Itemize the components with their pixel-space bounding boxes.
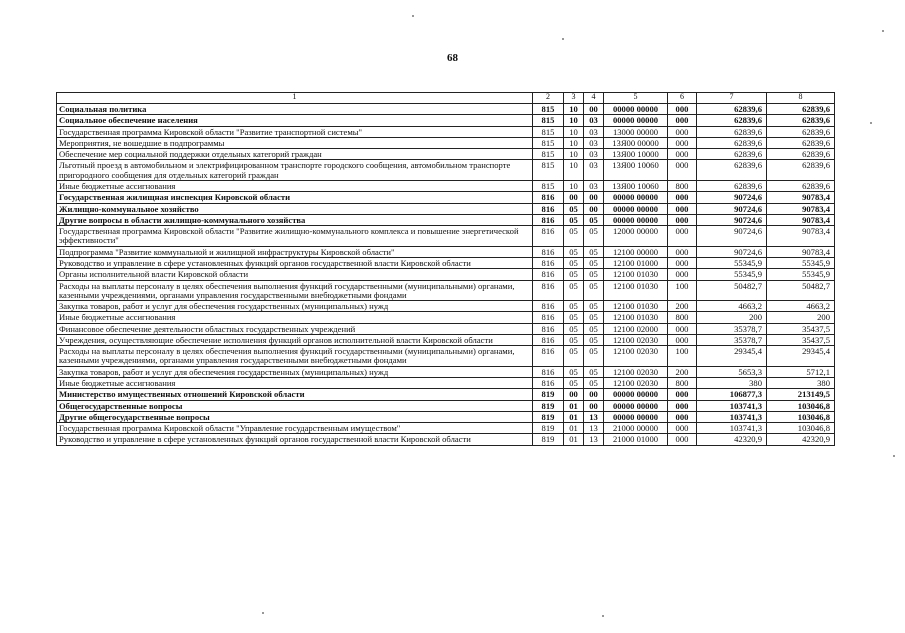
cell-name: Министерство имущественных отношений Кировской области	[57, 389, 533, 400]
cell-code-2: 815	[533, 126, 564, 137]
cell-amount-7: 103741,3	[697, 411, 767, 422]
cell-code-3: 05	[564, 269, 584, 280]
cell-code-4: 05	[584, 366, 604, 377]
cell-code-5: 12100 02030	[604, 346, 668, 367]
cell-code-6: 000	[668, 126, 697, 137]
scan-speck	[882, 30, 884, 32]
cell-amount-7: 62839,6	[697, 104, 767, 115]
cell-amount-7: 380	[697, 378, 767, 389]
table-row	[57, 389, 835, 400]
cell-name: Закупка товаров, работ и услуг для обеспечения государственных (муниципальных) нужд	[57, 366, 533, 377]
cell-code-3: 05	[564, 226, 584, 247]
cell-code-6: 000	[668, 115, 697, 126]
cell-name: Мероприятия, не вошедшие в подпрограммы	[57, 137, 533, 148]
cell-code-3: 05	[564, 323, 584, 334]
cell-code-2: 815	[533, 180, 564, 191]
cell-code-4: 03	[584, 149, 604, 160]
cell-code-5: 13000 00000	[604, 126, 668, 137]
table-row	[57, 366, 835, 377]
cell-name: Органы исполнительной власти Кировской области	[57, 269, 533, 280]
cell-code-3: 05	[564, 378, 584, 389]
scan-speck	[262, 612, 264, 614]
cell-code-4: 05	[584, 246, 604, 257]
cell-name: Обеспечение мер социальной поддержки отдельных категорий граждан	[57, 149, 533, 160]
column-header: 2	[533, 93, 564, 104]
cell-code-6: 000	[668, 334, 697, 345]
cell-code-4: 00	[584, 192, 604, 203]
table-row	[57, 104, 835, 115]
table-row	[57, 269, 835, 280]
cell-code-5: 12100 02030	[604, 366, 668, 377]
cell-code-6: 000	[668, 269, 697, 280]
scan-speck	[602, 615, 604, 617]
cell-code-3: 01	[564, 423, 584, 434]
cell-code-4: 03	[584, 180, 604, 191]
page-number: 68	[447, 52, 458, 64]
cell-code-3: 05	[564, 312, 584, 323]
cell-amount-7: 103741,3	[697, 423, 767, 434]
cell-code-5: 12100 02000	[604, 323, 668, 334]
table-row	[57, 226, 835, 247]
cell-name: Государственная программа Кировской области "Развитие транспортной системы"	[57, 126, 533, 137]
column-header: 1	[57, 93, 533, 104]
cell-code-5: 00000 00000	[604, 389, 668, 400]
cell-code-2: 816	[533, 203, 564, 214]
cell-code-4: 05	[584, 334, 604, 345]
cell-code-4: 00	[584, 389, 604, 400]
cell-code-5: 00000 00000	[604, 214, 668, 225]
table-row	[57, 378, 835, 389]
cell-code-3: 10	[564, 104, 584, 115]
cell-code-2: 815	[533, 115, 564, 126]
cell-code-2: 816	[533, 378, 564, 389]
cell-amount-8: 62839,6	[767, 137, 835, 148]
table-row	[57, 423, 835, 434]
table-row	[57, 280, 835, 301]
cell-code-6: 100	[668, 346, 697, 367]
cell-amount-8: 62839,6	[767, 149, 835, 160]
cell-code-3: 10	[564, 115, 584, 126]
cell-name: Социальное обеспечение населения	[57, 115, 533, 126]
budget-table	[56, 92, 835, 446]
cell-amount-7: 55345,9	[697, 257, 767, 268]
column-header: 4	[584, 93, 604, 104]
cell-code-6: 000	[668, 400, 697, 411]
table-row	[57, 312, 835, 323]
cell-code-4: 03	[584, 126, 604, 137]
cell-code-6: 000	[668, 246, 697, 257]
cell-name: Расходы на выплаты персоналу в целях обеспечения выполнения функций государственными (муниципальными) органами, казенными учреждениями, органами управления государственными внебюджетными фондами	[57, 280, 533, 301]
cell-amount-7: 55345,9	[697, 269, 767, 280]
cell-amount-8: 62839,6	[767, 160, 835, 181]
cell-code-5: 12100 01030	[604, 301, 668, 312]
cell-code-4: 05	[584, 301, 604, 312]
cell-code-6: 000	[668, 160, 697, 181]
table-row	[57, 434, 835, 445]
cell-name: Льготный проезд в автомобильном и электрифицированном транспорте городского сообщения, автомобильном транспорте пригородного сообщения для отдельных категорий граждан	[57, 160, 533, 181]
cell-code-2: 816	[533, 323, 564, 334]
cell-name: Жилищно-коммунальное хозяйство	[57, 203, 533, 214]
table-row	[57, 160, 835, 181]
cell-name: Финансовое обеспечение деятельности областных государственных учреждений	[57, 323, 533, 334]
cell-amount-7: 35378,7	[697, 334, 767, 345]
cell-amount-7: 62839,6	[697, 137, 767, 148]
cell-code-4: 00	[584, 400, 604, 411]
cell-amount-8: 90783,4	[767, 226, 835, 247]
cell-code-5: 00000 00000	[604, 411, 668, 422]
table-row	[57, 257, 835, 268]
cell-amount-8: 55345,9	[767, 269, 835, 280]
cell-code-6: 000	[668, 137, 697, 148]
cell-amount-8: 42320,9	[767, 434, 835, 445]
cell-amount-7: 50482,7	[697, 280, 767, 301]
cell-code-5: 12100 01000	[604, 257, 668, 268]
cell-name: Государственная программа Кировской области "Управление государственным имуществом"	[57, 423, 533, 434]
column-header: 8	[767, 93, 835, 104]
scan-speck	[870, 122, 872, 124]
cell-name: Подпрограмма "Развитие коммунальной и жилищной инфраструктуры Кировской области"	[57, 246, 533, 257]
cell-code-2: 816	[533, 257, 564, 268]
cell-amount-8: 213149,5	[767, 389, 835, 400]
cell-amount-8: 29345,4	[767, 346, 835, 367]
table-row	[57, 400, 835, 411]
cell-name: Иные бюджетные ассигнования	[57, 312, 533, 323]
cell-code-6: 000	[668, 226, 697, 247]
table-row	[57, 323, 835, 334]
cell-code-4: 05	[584, 214, 604, 225]
table-row	[57, 137, 835, 148]
cell-code-5: 12100 02030	[604, 334, 668, 345]
cell-code-4: 05	[584, 378, 604, 389]
cell-code-2: 816	[533, 269, 564, 280]
cell-amount-7: 62839,6	[697, 160, 767, 181]
cell-code-5: 00000 00000	[604, 400, 668, 411]
cell-code-5: 13Я00 10000	[604, 149, 668, 160]
cell-code-5: 21000 01000	[604, 434, 668, 445]
cell-code-2: 816	[533, 246, 564, 257]
cell-amount-7: 35378,7	[697, 323, 767, 334]
cell-amount-7: 4663,2	[697, 301, 767, 312]
cell-code-6: 200	[668, 301, 697, 312]
table-row	[57, 192, 835, 203]
cell-code-2: 819	[533, 411, 564, 422]
cell-amount-8: 55345,9	[767, 257, 835, 268]
cell-code-4: 05	[584, 269, 604, 280]
table-row	[57, 334, 835, 345]
cell-amount-8: 103046,8	[767, 400, 835, 411]
cell-code-4: 03	[584, 115, 604, 126]
cell-code-6: 000	[668, 423, 697, 434]
cell-code-2: 815	[533, 137, 564, 148]
cell-code-4: 13	[584, 423, 604, 434]
cell-code-6: 000	[668, 104, 697, 115]
cell-code-5: 12100 00000	[604, 246, 668, 257]
cell-amount-8: 103046,8	[767, 423, 835, 434]
column-header: 3	[564, 93, 584, 104]
cell-amount-8: 380	[767, 378, 835, 389]
cell-code-5: 13Я00 10060	[604, 180, 668, 191]
cell-code-5: 12100 02030	[604, 378, 668, 389]
table-body	[57, 104, 835, 446]
cell-code-2: 816	[533, 301, 564, 312]
cell-code-6: 000	[668, 149, 697, 160]
cell-code-3: 01	[564, 400, 584, 411]
cell-code-4: 13	[584, 411, 604, 422]
cell-code-3: 05	[564, 346, 584, 367]
scan-speck	[562, 38, 564, 40]
cell-code-6: 000	[668, 203, 697, 214]
cell-code-4: 03	[584, 160, 604, 181]
cell-code-5: 13Я00 00000	[604, 137, 668, 148]
cell-code-5: 00000 00000	[604, 104, 668, 115]
cell-amount-8: 90783,4	[767, 246, 835, 257]
cell-amount-7: 29345,4	[697, 346, 767, 367]
cell-code-6: 000	[668, 257, 697, 268]
cell-name: Расходы на выплаты персоналу в целях обеспечения выполнения функций государственными (муниципальными) органами, казенными учреждениями, органами управления государственными внебюджетными фондами	[57, 346, 533, 367]
table-row	[57, 301, 835, 312]
cell-amount-7: 103741,3	[697, 400, 767, 411]
cell-amount-8: 62839,6	[767, 104, 835, 115]
cell-code-3: 01	[564, 434, 584, 445]
cell-code-2: 819	[533, 434, 564, 445]
cell-amount-8: 103046,8	[767, 411, 835, 422]
table-row	[57, 180, 835, 191]
cell-amount-7: 90724,6	[697, 226, 767, 247]
cell-code-3: 10	[564, 126, 584, 137]
cell-code-5: 21000 00000	[604, 423, 668, 434]
cell-amount-8: 50482,7	[767, 280, 835, 301]
cell-code-6: 800	[668, 378, 697, 389]
cell-code-4: 05	[584, 346, 604, 367]
cell-code-3: 10	[564, 137, 584, 148]
cell-code-5: 00000 00000	[604, 115, 668, 126]
cell-code-4: 00	[584, 203, 604, 214]
cell-amount-7: 42320,9	[697, 434, 767, 445]
cell-code-5: 00000 00000	[604, 192, 668, 203]
cell-code-3: 05	[564, 301, 584, 312]
cell-code-6: 000	[668, 323, 697, 334]
cell-amount-8: 4663,2	[767, 301, 835, 312]
cell-code-6: 000	[668, 411, 697, 422]
table-row	[57, 115, 835, 126]
cell-amount-7: 106877,3	[697, 389, 767, 400]
cell-code-5: 12100 01030	[604, 269, 668, 280]
cell-amount-8: 90783,4	[767, 214, 835, 225]
cell-amount-7: 200	[697, 312, 767, 323]
cell-amount-7: 62839,6	[697, 126, 767, 137]
column-header: 5	[604, 93, 668, 104]
cell-code-6: 100	[668, 280, 697, 301]
cell-code-2: 819	[533, 423, 564, 434]
cell-code-2: 816	[533, 312, 564, 323]
cell-code-5: 12000 00000	[604, 226, 668, 247]
cell-code-2: 815	[533, 104, 564, 115]
table-row	[57, 246, 835, 257]
cell-code-4: 00	[584, 104, 604, 115]
cell-amount-8: 62839,6	[767, 180, 835, 191]
budget-table-container	[56, 92, 835, 446]
cell-amount-8: 35437,5	[767, 334, 835, 345]
cell-code-2: 819	[533, 400, 564, 411]
cell-amount-8: 62839,6	[767, 126, 835, 137]
cell-amount-7: 90724,6	[697, 192, 767, 203]
cell-name: Другие вопросы в области жилищно-коммунального хозяйства	[57, 214, 533, 225]
cell-code-2: 816	[533, 346, 564, 367]
cell-code-2: 816	[533, 280, 564, 301]
cell-code-4: 13	[584, 434, 604, 445]
cell-name: Иные бюджетные ассигнования	[57, 180, 533, 191]
column-header: 7	[697, 93, 767, 104]
cell-amount-7: 5653,3	[697, 366, 767, 377]
cell-code-3: 10	[564, 149, 584, 160]
cell-name: Иные бюджетные ассигнования	[57, 378, 533, 389]
cell-code-2: 816	[533, 192, 564, 203]
cell-amount-8: 200	[767, 312, 835, 323]
cell-code-6: 800	[668, 180, 697, 191]
cell-code-3: 05	[564, 203, 584, 214]
cell-code-3: 01	[564, 411, 584, 422]
cell-name: Общегосударственные вопросы	[57, 400, 533, 411]
cell-code-2: 816	[533, 334, 564, 345]
cell-code-2: 815	[533, 149, 564, 160]
cell-code-6: 000	[668, 214, 697, 225]
cell-name: Другие общегосударственные вопросы	[57, 411, 533, 422]
cell-amount-7: 90724,6	[697, 214, 767, 225]
cell-name: Руководство и управление в сфере установленных функций органов государственной власти Кировской области	[57, 257, 533, 268]
cell-code-2: 816	[533, 214, 564, 225]
cell-code-3: 05	[564, 366, 584, 377]
cell-code-4: 03	[584, 137, 604, 148]
cell-code-4: 05	[584, 312, 604, 323]
scan-speck	[893, 455, 895, 457]
cell-code-3: 05	[564, 334, 584, 345]
cell-code-3: 05	[564, 214, 584, 225]
cell-name: Государственная жилищная инспекция Кировской области	[57, 192, 533, 203]
cell-code-2: 819	[533, 389, 564, 400]
cell-amount-8: 5712,1	[767, 366, 835, 377]
table-header-row	[57, 93, 835, 104]
cell-code-6: 000	[668, 389, 697, 400]
cell-code-2: 816	[533, 366, 564, 377]
table-row	[57, 411, 835, 422]
cell-code-3: 10	[564, 180, 584, 191]
cell-amount-7: 62839,6	[697, 149, 767, 160]
cell-amount-8: 35437,5	[767, 323, 835, 334]
cell-code-3: 10	[564, 160, 584, 181]
cell-code-5: 12100 01030	[604, 280, 668, 301]
cell-code-4: 05	[584, 226, 604, 247]
cell-code-6: 000	[668, 434, 697, 445]
cell-code-4: 05	[584, 323, 604, 334]
table-row	[57, 214, 835, 225]
cell-code-6: 800	[668, 312, 697, 323]
cell-name: Учреждения, осуществляющие обеспечение исполнения функций органов исполнительной власти Кировской области	[57, 334, 533, 345]
cell-code-5: 13Я00 10060	[604, 160, 668, 181]
cell-amount-7: 62839,6	[697, 180, 767, 191]
cell-code-4: 05	[584, 257, 604, 268]
cell-name: Руководство и управление в сфере установленных функций органов государственной власти Кировской области	[57, 434, 533, 445]
cell-code-4: 05	[584, 280, 604, 301]
cell-amount-8: 90783,4	[767, 203, 835, 214]
cell-amount-7: 90724,6	[697, 203, 767, 214]
table-row	[57, 346, 835, 367]
table-row	[57, 203, 835, 214]
cell-code-5: 00000 00000	[604, 203, 668, 214]
scan-speck	[412, 15, 414, 17]
cell-code-3: 00	[564, 389, 584, 400]
cell-code-3: 05	[564, 246, 584, 257]
cell-code-3: 00	[564, 192, 584, 203]
column-header: 6	[668, 93, 697, 104]
cell-code-2: 816	[533, 226, 564, 247]
cell-code-2: 815	[533, 160, 564, 181]
cell-amount-7: 90724,6	[697, 246, 767, 257]
cell-code-5: 12100 01030	[604, 312, 668, 323]
cell-amount-8: 62839,6	[767, 115, 835, 126]
cell-amount-7: 62839,6	[697, 115, 767, 126]
cell-name: Закупка товаров, работ и услуг для обеспечения государственных (муниципальных) нужд	[57, 301, 533, 312]
cell-code-6: 000	[668, 192, 697, 203]
cell-code-3: 05	[564, 280, 584, 301]
cell-code-6: 200	[668, 366, 697, 377]
table-row	[57, 149, 835, 160]
cell-code-3: 05	[564, 257, 584, 268]
cell-name: Социальная политика	[57, 104, 533, 115]
cell-amount-8: 90783,4	[767, 192, 835, 203]
cell-name: Государственная программа Кировской области "Развитие жилищно-коммунального комплекса и повышение энергетической эффективности"	[57, 226, 533, 247]
table-row	[57, 126, 835, 137]
